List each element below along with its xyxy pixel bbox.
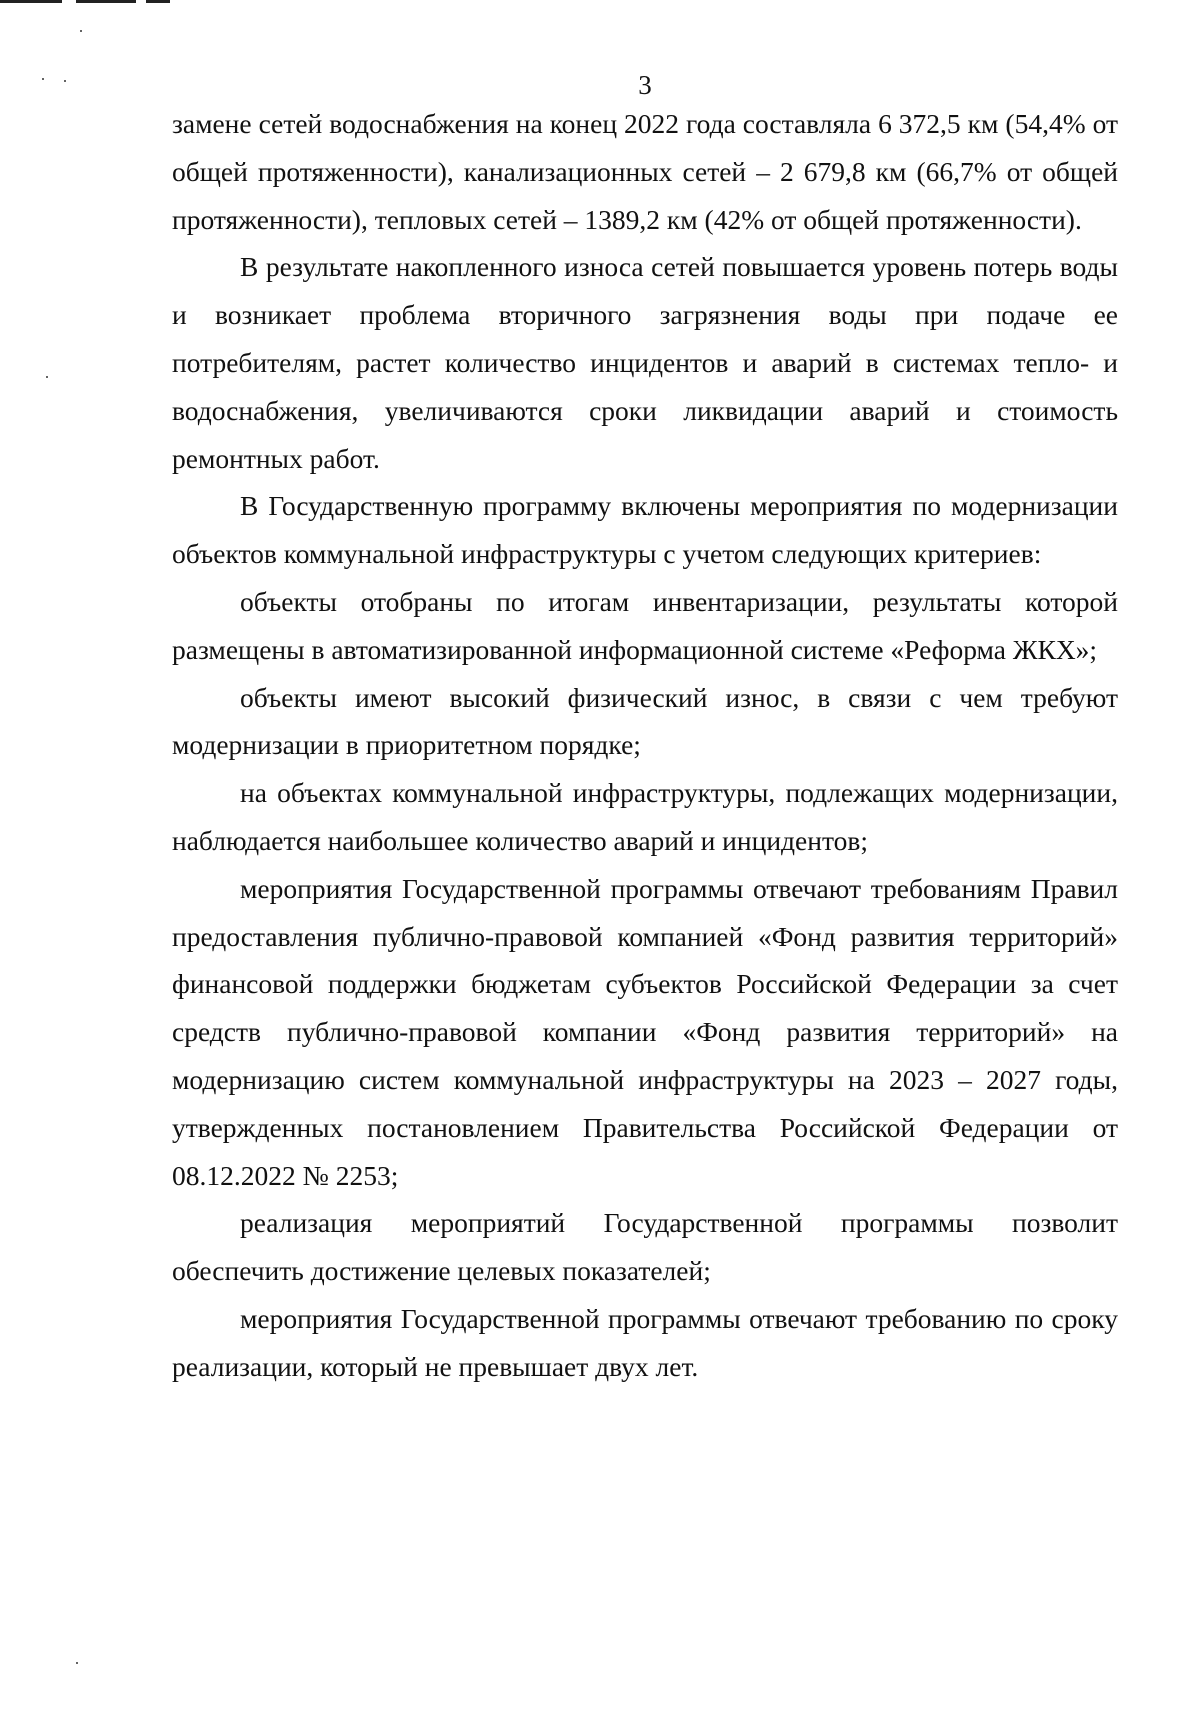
paragraph: замене сетей водоснабжения на конец 2022 года составляла 6 372,5 км (54,4% от общей протяженности), канализационных сетей – 2 679,8 км (66,7% от общей протяженности), тепловых сетей – 1389,2 км (42% от общей протяженности). bbox=[172, 108, 1118, 235]
paragraph: мероприятия Государственной программы отвечают требованиям Правил предоставления публично-правовой компанией «Фонд развития территорий» финансовой поддержки бюджетам субъектов Российской Федерации за счет средств публично-правовой компании «Фонд развития территорий» на модернизацию систем коммунальной инфраструктуры на 2023 – 2027 годы, утвержденных постановлением Правительства Российской Федерации от 08.12.2022 № 2253; bbox=[172, 872, 1118, 1191]
paragraph: В результате накопленного износа сетей повышается уровень потерь воды и возникает проблема вторичного загрязнения воды при подаче ее потребителям, растет количество инцидентов и аварий в системах тепло- и водоснабжения, увеличиваются сроки ликвидации аварий и стоимость ремонтных работ. bbox=[172, 251, 1118, 474]
scan-edge-mark bbox=[0, 0, 62, 3]
scan-dust bbox=[76, 1662, 78, 1664]
paragraph: объекты имеют высокий физический износ, в связи с чем требуют модернизации в приоритетном порядке; bbox=[172, 681, 1118, 761]
scan-dust bbox=[80, 30, 82, 32]
page-number: 3 bbox=[638, 70, 652, 100]
paragraph: объекты отобраны по итогам инвентаризации, результаты которой размещены в автоматизированной информационной системе «Реформа ЖКХ»; bbox=[172, 585, 1118, 665]
scan-edge-mark bbox=[146, 0, 170, 3]
paragraph: мероприятия Государственной программы отвечают требованию по сроку реализации, который не превышает двух лет. bbox=[172, 1302, 1118, 1382]
scan-dust bbox=[46, 376, 48, 378]
paragraph: на объектах коммунальной инфраструктуры, подлежащих модернизации, наблюдается наибольшее количество аварий и инцидентов; bbox=[172, 777, 1118, 856]
document-body bbox=[172, 100, 1118, 1391]
paragraph: В Государственную программу включены мероприятия по модернизации объектов коммунальной инфраструктуры с учетом следующих критериев: bbox=[172, 490, 1118, 570]
scan-edge-mark bbox=[76, 0, 136, 3]
paragraph: реализация мероприятий Государственной программы позволит обеспечить достижение целевых показателей; bbox=[172, 1207, 1118, 1287]
